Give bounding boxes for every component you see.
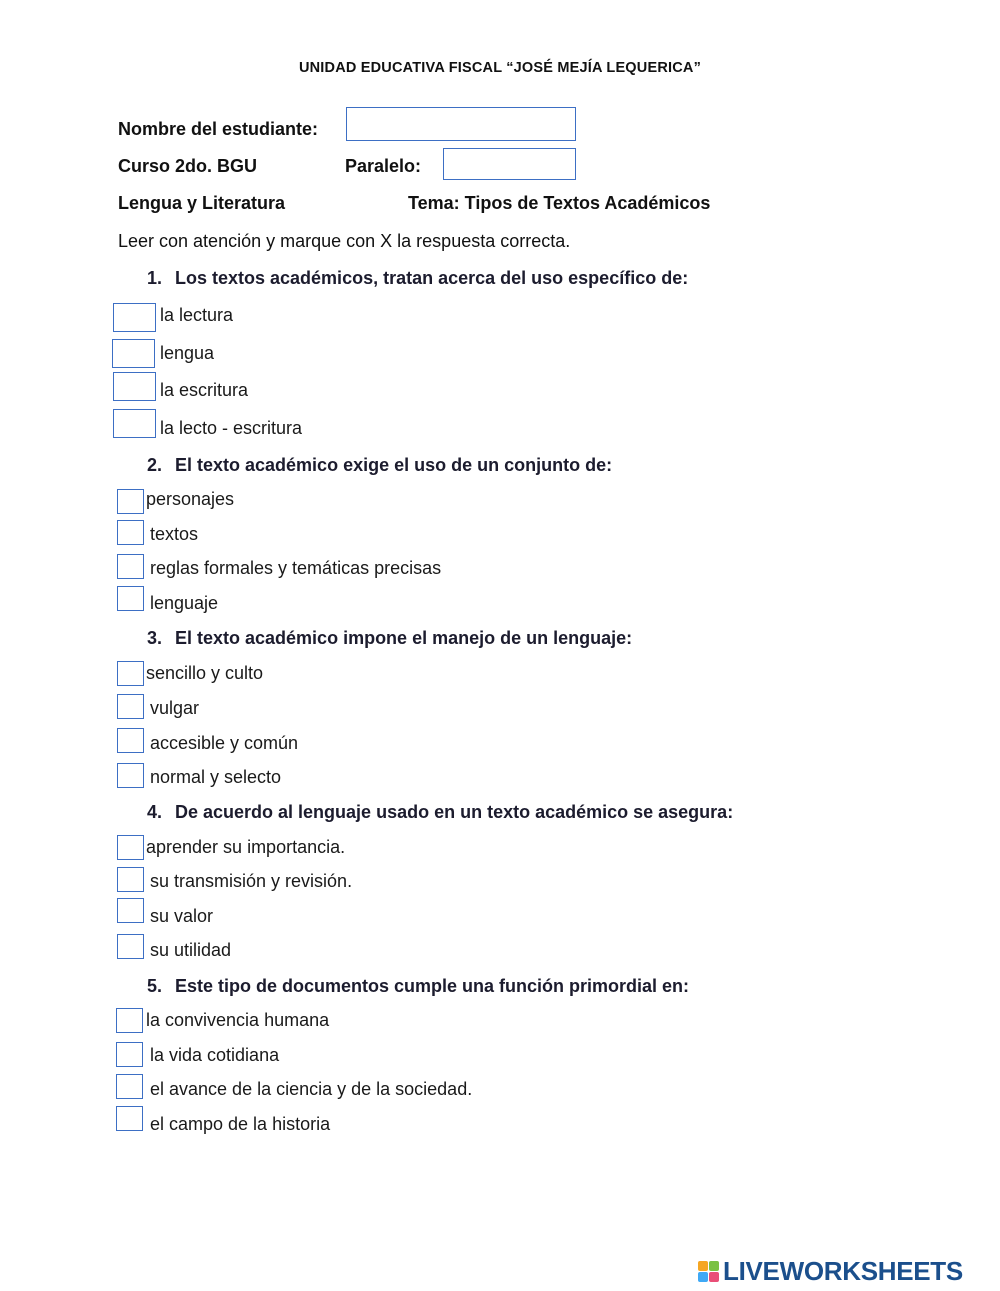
answer-checkbox[interactable]	[117, 867, 144, 892]
question-text: Este tipo de documentos cumple una función primordial en:	[175, 976, 690, 996]
option-label: la lecto - escritura	[160, 418, 303, 438]
answer-checkbox[interactable]	[116, 1008, 143, 1033]
option-label: sencillo y culto	[146, 663, 264, 683]
question-text: El texto académico exige el uso de un conjunto de:	[175, 455, 613, 475]
answer-checkbox[interactable]	[117, 520, 144, 545]
answer-checkbox[interactable]	[113, 372, 156, 401]
question-5	[147, 976, 689, 997]
answer-checkbox[interactable]	[117, 586, 144, 611]
answer-checkbox[interactable]	[117, 489, 144, 514]
option-label: la lectura	[160, 305, 234, 325]
subject-label: Lengua y Literatura	[118, 193, 286, 213]
answer-checkbox[interactable]	[116, 1106, 143, 1131]
question-text: El texto académico impone el manejo de un lenguaje:	[175, 628, 633, 648]
brand-text: LIVEWORKSHEETS	[723, 1255, 963, 1286]
option-label: personajes	[146, 489, 235, 509]
question-1	[147, 268, 688, 289]
answer-checkbox[interactable]	[113, 303, 156, 332]
option-label: la convivencia humana	[146, 1010, 330, 1030]
instruction-text: Leer con atención y marque con X la respuesta correcta.	[118, 231, 571, 251]
topic-label: Tema: Tipos de Textos Académicos	[408, 193, 711, 213]
question-4	[147, 802, 733, 823]
question-number: 1.	[147, 268, 163, 288]
question-number: 3.	[147, 628, 163, 648]
answer-checkbox[interactable]	[116, 1042, 143, 1067]
answer-checkbox[interactable]	[117, 835, 144, 860]
answer-checkbox[interactable]	[117, 898, 144, 923]
option-label: reglas formales y temáticas precisas	[150, 558, 442, 578]
question-3	[147, 628, 632, 649]
student-name-label: Nombre del estudiante:	[118, 119, 319, 139]
answer-checkbox[interactable]	[116, 1074, 143, 1099]
course-label: Curso 2do. BGU	[118, 156, 258, 176]
parallel-input[interactable]	[443, 148, 576, 180]
liveworksheets-logo-icon	[698, 1261, 719, 1282]
answer-checkbox[interactable]	[117, 934, 144, 959]
question-2	[147, 455, 612, 476]
answer-checkbox[interactable]	[117, 728, 144, 753]
question-number: 5.	[147, 976, 163, 996]
option-label: accesible y común	[150, 733, 299, 753]
option-label: su utilidad	[150, 940, 232, 960]
answer-checkbox[interactable]	[117, 661, 144, 686]
option-label: lenguaje	[150, 593, 219, 613]
answer-checkbox[interactable]	[112, 339, 155, 368]
question-number: 2.	[147, 455, 163, 475]
option-label: el avance de la ciencia y de la sociedad.	[150, 1079, 473, 1099]
option-label: la escritura	[160, 380, 249, 400]
school-name: UNIDAD EDUCATIVA FISCAL “JOSÉ MEJÍA LEQUERICA”	[298, 60, 702, 76]
option-label: normal y selecto	[150, 767, 282, 787]
liveworksheets-logo	[698, 1255, 963, 1286]
option-label: textos	[150, 524, 199, 544]
answer-checkbox[interactable]	[117, 694, 144, 719]
question-text: De acuerdo al lenguaje usado en un texto académico se asegura:	[175, 802, 734, 822]
question-text: Los textos académicos, tratan acerca del uso específico de:	[175, 268, 689, 288]
answer-checkbox[interactable]	[113, 409, 156, 438]
option-label: su valor	[150, 906, 214, 926]
option-label: aprender su importancia.	[146, 837, 346, 857]
option-label: la vida cotidiana	[150, 1045, 280, 1065]
option-label: el campo de la historia	[150, 1114, 331, 1134]
option-label: su transmisión y revisión.	[150, 871, 353, 891]
parallel-label: Paralelo:	[345, 156, 422, 176]
option-label: vulgar	[150, 698, 200, 718]
answer-checkbox[interactable]	[117, 763, 144, 788]
question-number: 4.	[147, 802, 163, 822]
option-label: lengua	[160, 343, 215, 363]
student-name-input[interactable]	[346, 107, 576, 141]
answer-checkbox[interactable]	[117, 554, 144, 579]
